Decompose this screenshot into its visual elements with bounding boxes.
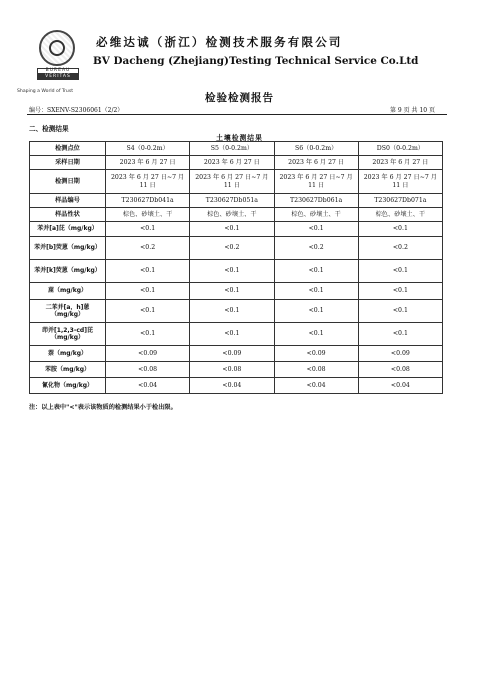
table-row bbox=[30, 260, 443, 283]
result-cell: <0.1 bbox=[190, 222, 274, 237]
meta-row bbox=[30, 194, 443, 208]
table-footnote: 注：以上表中"<"表示该物质的检测结果小于检出限。 bbox=[29, 404, 177, 411]
result-cell: <0.1 bbox=[190, 283, 274, 300]
table-cell: 2023 年 6 月 27 日 bbox=[190, 156, 274, 170]
table-row bbox=[30, 222, 443, 237]
table-row bbox=[30, 283, 443, 300]
table-cell: T230627Db071a bbox=[358, 194, 442, 208]
bureau-veritas-logo bbox=[33, 30, 83, 88]
table-cell: T230627Db051a bbox=[190, 194, 274, 208]
report-number: 编号：SXENV-S2306061（2/2） bbox=[29, 107, 124, 114]
table-cell: 2023 年 6 月 27 日 bbox=[358, 156, 442, 170]
table-cell: T230627Db041a bbox=[106, 194, 190, 208]
result-cell: <0.04 bbox=[190, 378, 274, 394]
company-name-en: BV Dacheng (Zhejiang)Testing Technical Service Co.Ltd bbox=[93, 55, 419, 67]
table-cell: 棕色、砂壤土、干 bbox=[358, 208, 442, 222]
analyte-label: 苯并[k]荧蒽（mg/kg） bbox=[30, 260, 106, 283]
result-cell: <0.09 bbox=[274, 346, 358, 362]
column-header: S5（0-0.2m） bbox=[190, 142, 274, 156]
logo-tagline: Shaping a World of Trust bbox=[17, 89, 74, 94]
result-cell: <0.1 bbox=[358, 300, 442, 323]
analyte-label: 䓛（mg/kg） bbox=[30, 283, 106, 300]
row-label: 采样日期 bbox=[30, 156, 106, 170]
row-label: 样品性状 bbox=[30, 208, 106, 222]
result-cell: <0.09 bbox=[358, 346, 442, 362]
result-cell: <0.1 bbox=[106, 323, 190, 346]
meta-row bbox=[30, 156, 443, 170]
column-header: S6（0-0.2m） bbox=[274, 142, 358, 156]
result-cell: <0.1 bbox=[190, 300, 274, 323]
analyte-label: 苯胺（mg/kg） bbox=[30, 362, 106, 378]
result-cell: <0.04 bbox=[358, 378, 442, 394]
result-cell: <0.04 bbox=[274, 378, 358, 394]
result-cell: <0.04 bbox=[106, 378, 190, 394]
header-divider bbox=[27, 114, 447, 115]
table-cell: 棕色、砂壤土、干 bbox=[106, 208, 190, 222]
table-cell: 棕色、砂壤土、干 bbox=[190, 208, 274, 222]
column-header: DS0（0-0.2m） bbox=[358, 142, 442, 156]
table-row bbox=[30, 323, 443, 346]
meta-row bbox=[30, 208, 443, 222]
result-cell: <0.09 bbox=[106, 346, 190, 362]
result-cell: <0.1 bbox=[274, 260, 358, 283]
table-cell: 2023 年 6 月 27 日~7 月 11 日 bbox=[190, 170, 274, 194]
result-cell: <0.08 bbox=[106, 362, 190, 378]
header-cell: 检测点位 bbox=[30, 142, 106, 156]
result-cell: <0.09 bbox=[190, 346, 274, 362]
report-title: 检验检测报告 bbox=[205, 92, 274, 104]
result-cell: <0.08 bbox=[274, 362, 358, 378]
result-cell: <0.2 bbox=[190, 237, 274, 260]
result-cell: <0.1 bbox=[358, 283, 442, 300]
table-title: 土壤检测结果 bbox=[216, 134, 263, 142]
table-cell: 2023 年 6 月 27 日 bbox=[274, 156, 358, 170]
company-name-cn: 必维达诚（浙江）检测技术服务有限公司 bbox=[96, 35, 343, 49]
analyte-label: 苯并[b]荧蒽（mg/kg） bbox=[30, 237, 106, 260]
result-cell: <0.2 bbox=[358, 237, 442, 260]
result-cell: <0.1 bbox=[358, 222, 442, 237]
row-label: 检测日期 bbox=[30, 170, 106, 194]
table-cell: 2023 年 6 月 27 日~7 月 11 日 bbox=[106, 170, 190, 194]
results-table bbox=[29, 141, 443, 394]
result-cell: <0.1 bbox=[106, 300, 190, 323]
analyte-label: 茚并[1,2,3-cd]芘（mg/kg） bbox=[30, 323, 106, 346]
result-cell: <0.1 bbox=[358, 323, 442, 346]
column-header: S4（0-0.2m） bbox=[106, 142, 190, 156]
result-cell: <0.08 bbox=[358, 362, 442, 378]
result-cell: <0.1 bbox=[274, 323, 358, 346]
table-cell: 2023 年 6 月 27 日 bbox=[106, 156, 190, 170]
result-cell: <0.08 bbox=[190, 362, 274, 378]
result-cell: <0.1 bbox=[106, 260, 190, 283]
table-row bbox=[30, 237, 443, 260]
result-cell: <0.1 bbox=[358, 260, 442, 283]
table-row bbox=[30, 300, 443, 323]
page-number: 第 9 页 共 10 页 bbox=[390, 107, 435, 114]
logo-text-bottom: VERITAS bbox=[37, 74, 79, 80]
result-cell: <0.1 bbox=[190, 260, 274, 283]
result-cell: <0.1 bbox=[106, 222, 190, 237]
result-cell: <0.1 bbox=[190, 323, 274, 346]
table-row bbox=[30, 362, 443, 378]
table-cell: 棕色、砂壤土、干 bbox=[274, 208, 358, 222]
row-label: 样品编号 bbox=[30, 194, 106, 208]
meta-row bbox=[30, 170, 443, 194]
result-cell: <0.2 bbox=[274, 237, 358, 260]
table-cell: 2023 年 6 月 27 日~7 月 11 日 bbox=[274, 170, 358, 194]
analyte-label: 二苯并[a，h]蒽（mg/kg） bbox=[30, 300, 106, 323]
analyte-label: 苯并[a]芘（mg/kg） bbox=[30, 222, 106, 237]
section-title: 二、检测结果 bbox=[29, 125, 69, 133]
analyte-label: 萘（mg/kg） bbox=[30, 346, 106, 362]
table-cell: 2023 年 6 月 27 日~7 月 11 日 bbox=[358, 170, 442, 194]
seal-icon bbox=[39, 30, 75, 66]
table-row bbox=[30, 378, 443, 394]
logo-text-top: BUREAU bbox=[37, 68, 79, 74]
table-header-row bbox=[30, 142, 443, 156]
result-cell: <0.2 bbox=[106, 237, 190, 260]
result-cell: <0.1 bbox=[106, 283, 190, 300]
analyte-label: 氰化物（mg/kg） bbox=[30, 378, 106, 394]
result-cell: <0.1 bbox=[274, 300, 358, 323]
table-row bbox=[30, 346, 443, 362]
result-cell: <0.1 bbox=[274, 283, 358, 300]
table-cell: T230627Db061a bbox=[274, 194, 358, 208]
result-cell: <0.1 bbox=[274, 222, 358, 237]
